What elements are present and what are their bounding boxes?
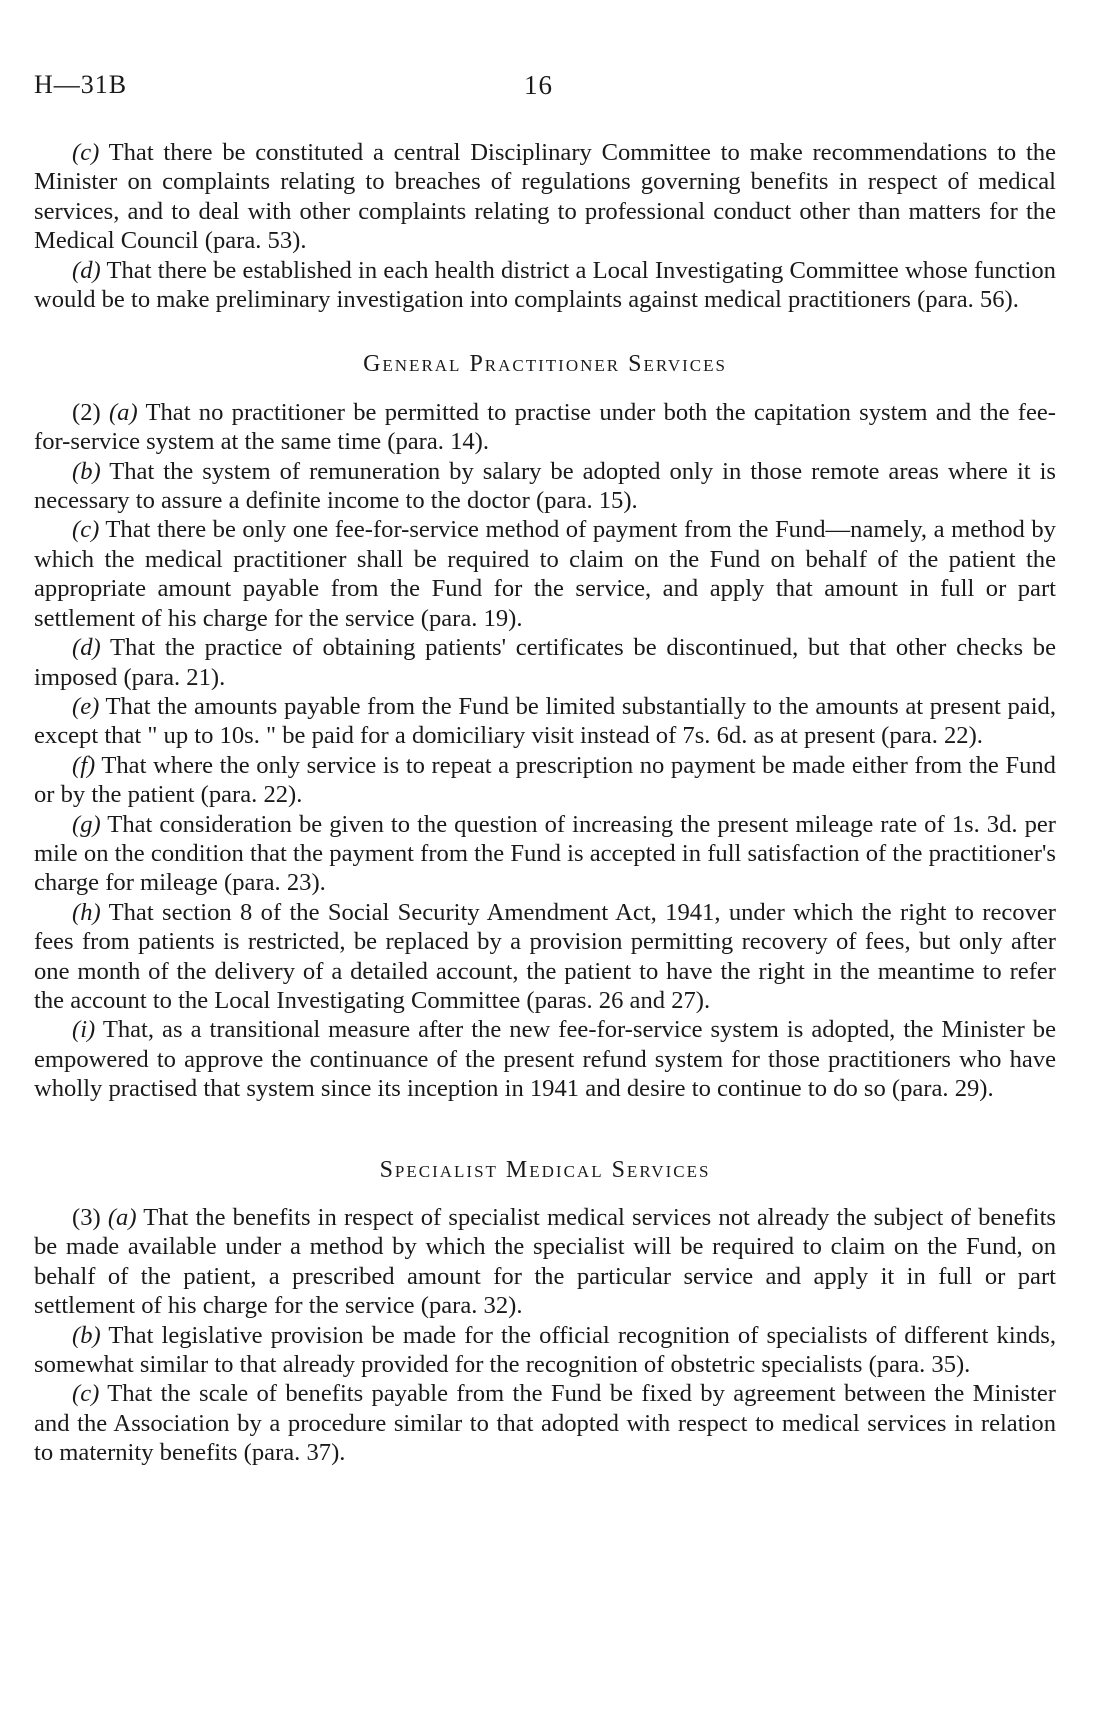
item-label: (c)	[72, 139, 100, 166]
item-label: (h)	[72, 898, 101, 926]
item-label: (c)	[72, 516, 100, 544]
document-body	[34, 138, 1056, 1468]
item-label: (f)	[72, 751, 96, 779]
item-text: That the scale of benefits payable from the Fund be fixed by agreement between the Minister and the Association by a procedure similar to that adopted with respect to medical services in relation to maternity benefits (para. 37).	[34, 1380, 1056, 1467]
item-label: (b)	[72, 1321, 101, 1349]
item-text: That the amounts payable from the Fund be limited substantially to the amounts at present paid, except that " up to 10s. " be paid for a domiciliary visit instead of 7s. 6d. as at present (para. 22).	[34, 692, 1056, 750]
item-text: That no practitioner be permitted to practise under both the capitation system and the fee-for-service system at the same time (para. 14).	[34, 398, 1056, 456]
item-label: (d)	[72, 634, 101, 662]
section-number: (3)	[72, 1204, 101, 1231]
section-heading-general-practitioner: General Practitioner Services	[363, 351, 727, 378]
recommendation-paragraph	[34, 751, 1056, 810]
item-text: That consideration be given to the question of increasing the present mileage rate of 1s. 3d. per mile on the condition that the payment from the Fund is accepted in full satisfaction of the practitioner's charge for mileage (para. 23).	[34, 810, 1056, 897]
item-text: That the practice of obtaining patients' certificates be discontinued, but that other checks be imposed (para. 21).	[34, 634, 1056, 691]
item-text: That the benefits in respect of specialist medical services not already the subject of benefits be made available under a method by which the specialist will be required to claim on the Fund, on behalf of the patient, a prescribed amount for the particular service and apply it in full or part settlement of his charge for the service (para. 32).	[34, 1204, 1056, 1320]
item-text: That, as a transitional measure after the new fee-for-service system is adopted, the Minister be empowered to approve the continuance of the present refund system for those practitioners who have wholly practised that system since its inception in 1941 and desire to continue to do so (para. 29).	[34, 1016, 1056, 1103]
recommendation-paragraph	[34, 1379, 1056, 1467]
recommendation-paragraph	[34, 457, 1056, 516]
item-label: (i)	[72, 1016, 96, 1044]
item-text: That there be only one fee-for-service method of payment from the Fund—namely, a method by which the medical practitioner shall be required to claim on the Fund on behalf of the patient the appropriate amount payable from the Fund for the service, and apply that amount in full or part settlement of his charge for the service (para. 19).	[34, 516, 1056, 632]
recommendation-paragraph	[34, 398, 1056, 457]
recommendation-paragraph	[34, 515, 1056, 633]
item-text: That section 8 of the Social Security Amendment Act, 1941, under which the right to recover fees from patients is restricted, be replaced by a provision permitting recovery of fees, but only after one month of the delivery of a detailed account, the patient to have the right in the meantime to refer the account to the Local Investigating Committee (paras. 26 and 27).	[34, 898, 1056, 1014]
recommendation-paragraph	[34, 898, 1056, 1016]
recommendation-paragraph	[34, 1321, 1056, 1380]
document-reference: H—31B	[34, 70, 128, 99]
recommendation-paragraph	[34, 633, 1056, 692]
recommendation-paragraph	[34, 256, 1056, 315]
item-label: (e)	[72, 692, 100, 720]
item-text: That there be established in each health district a Local Investigating Committee whose function would be to make preliminary investigation into complaints against medical practitioners (para. 56).	[34, 256, 1056, 314]
recommendation-paragraph	[34, 138, 1056, 256]
section-heading-specialist-medical: Specialist Medical Services	[379, 1156, 711, 1183]
page-header	[34, 70, 1056, 110]
section-number: (2)	[72, 398, 101, 426]
item-label: (b)	[72, 457, 101, 485]
item-label: (a)	[107, 1204, 137, 1231]
item-text: That where the only service is to repeat a prescription no payment be made either from the Fund or by the patient (para. 22).	[34, 751, 1056, 809]
recommendation-paragraph	[34, 810, 1056, 898]
item-label: (c)	[72, 1380, 100, 1408]
item-text: That legislative provision be made for the official recognition of specialists of different kinds, somewhat similar to that already provided for the recognition of obstetric specialists (para. 35).	[34, 1321, 1056, 1379]
item-text: That the system of remuneration by salary be adopted only in those remote areas where it is necessary to assure a definite income to the doctor (para. 15).	[34, 457, 1056, 515]
recommendation-paragraph	[34, 1015, 1056, 1103]
recommendation-paragraph	[34, 692, 1056, 751]
recommendation-paragraph	[34, 1203, 1056, 1321]
item-label: (g)	[72, 810, 101, 838]
item-text: That there be constituted a central Disciplinary Committee to make recommendations to the Minister on complaints relating to breaches of regulations governing benefits in respect of medical services, and to deal with other complaints relating to professional conduct other than matters for the Medical Council (para. 53).	[34, 139, 1056, 255]
page-number: 16	[524, 70, 553, 100]
item-label: (d)	[72, 256, 101, 284]
item-label: (a)	[108, 398, 138, 426]
